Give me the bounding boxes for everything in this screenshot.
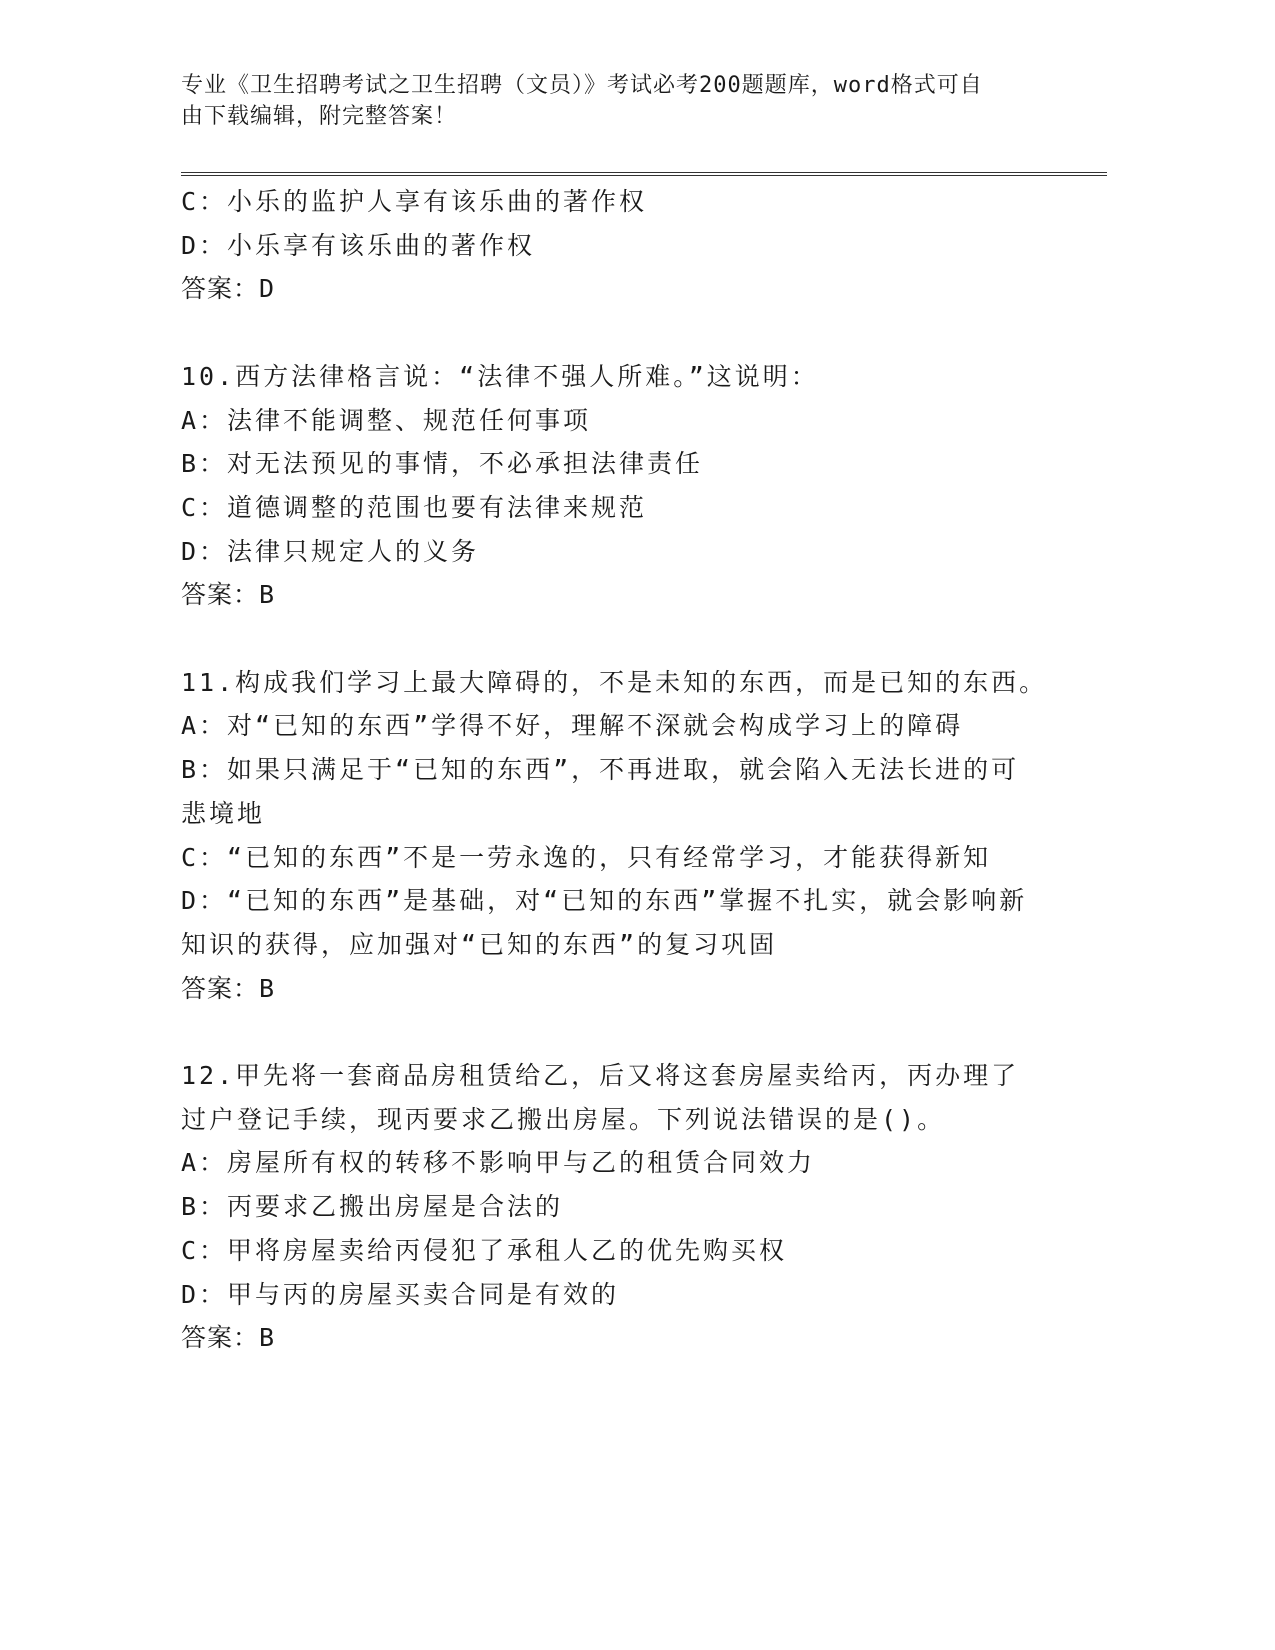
question-9-continuation [181, 180, 1061, 311]
document-header [181, 70, 1081, 132]
question-stem: 11.构成我们学习上最大障碍的，不是未知的东西，而是已知的东西。 [181, 667, 1048, 697]
option-c: C：道德调整的范围也要有法律来规范 [181, 492, 648, 522]
option-d: D：法律只规定人的义务 [181, 536, 480, 566]
question-12 [181, 1054, 1061, 1360]
answer-line: 答案：B [181, 1323, 276, 1353]
option-a: A：法律不能调整、规范任何事项 [181, 405, 592, 435]
question-10 [181, 355, 1061, 617]
header-line-2: 由下载编辑，附完整答案！ [181, 104, 458, 129]
option-d: D：小乐享有该乐曲的著作权 [181, 230, 536, 260]
option-d: D：“已知的东西”是基础，对“已知的东西”掌握不扎实，就会影响新知识的获得，应加强对“已知的东西”的复习巩固 [181, 886, 1028, 959]
option-a: A：对“已知的东西”学得不好，理解不深就会构成学习上的障碍 [181, 711, 964, 741]
option-b: B：如果只满足于“已知的东西”，不再进取，就会陷入无法长进的可悲境地 [181, 755, 1020, 828]
option-b: B：对无法预见的事情，不必承担法律责任 [181, 449, 704, 479]
question-stem: 12.甲先将一套商品房租赁给乙，后又将这套房屋卖给丙，丙办理了过户登记手续，现丙要求乙搬出房屋。下列说法错误的是()。 [181, 1061, 1020, 1134]
option-c: C：小乐的监护人享有该乐曲的著作权 [181, 187, 648, 216]
question-content [181, 180, 1061, 1360]
spacer [181, 617, 1061, 661]
header-line-1: 专业《卫生招聘考试之卫生招聘（文员）》考试必考200题题库，word格式可自 [181, 73, 983, 98]
answer-line: 答案：B [181, 973, 276, 1003]
answer-line: 答案：D [181, 274, 276, 304]
option-d: D：甲与丙的房屋买卖合同是有效的 [181, 1279, 620, 1309]
answer-line: 答案：B [181, 580, 276, 610]
spacer [181, 311, 1061, 355]
spacer [181, 1010, 1061, 1054]
option-a: A：房屋所有权的转移不影响甲与乙的租赁合同效力 [181, 1148, 816, 1178]
option-b: B：丙要求乙搬出房屋是合法的 [181, 1192, 564, 1222]
option-c: C：“已知的东西”不是一劳永逸的，只有经常学习，才能获得新知 [181, 842, 992, 872]
question-11 [181, 661, 1061, 1011]
header-rule [181, 172, 1107, 176]
option-c: C：甲将房屋卖给丙侵犯了承租人乙的优先购买权 [181, 1235, 788, 1265]
question-stem: 10.西方法律格言说：“法律不强人所难。”这说明： [181, 361, 819, 391]
